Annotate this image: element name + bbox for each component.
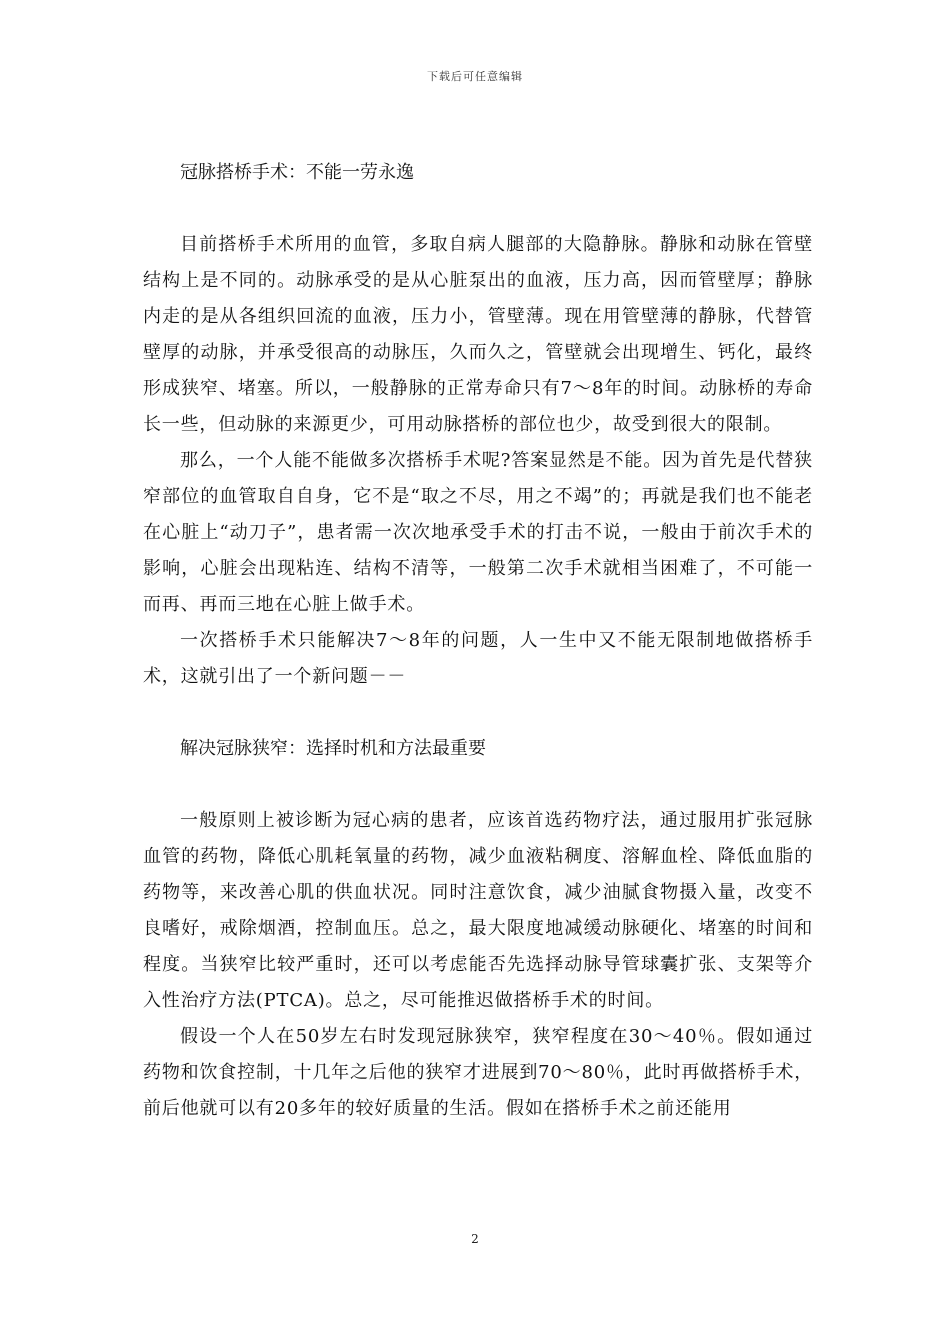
paragraph: 那么，一个人能不能做多次搭桥手术呢?答案显然是不能。因为首先是代替狭窄部位的血管取自自身，它不是“取之不尽，用之不竭”的；再就是我们也不能老在心脏上“动刀子”，患者需一次次地承受手术的打击不说，一般由于前次手术的影响，心脏会出现粘连、结构不清等，一般第二次手术就相当困难了，不可能一而再、再而三地在心脏上做手术。	[143, 450, 813, 615]
section-title: 冠脉搭桥手术：不能一劳永逸	[180, 162, 414, 183]
paragraph: 一次搭桥手术只能解决7～8年的问题，人一生中又不能无限制地做搭桥手术，这就引出了一个新问题－－	[143, 630, 813, 687]
section-title: 解决冠脉狭窄：选择时机和方法最重要	[180, 738, 486, 759]
document-body	[143, 155, 813, 1127]
paragraph: 目前搭桥手术所用的血管，多取自病人腿部的大隐静脉。静脉和动脉在管壁结构上是不同的。动脉承受的是从心脏泵出的血液，压力高，因而管壁厚；静脉内走的是从各组织回流的血液，压力小，管壁薄。现在用管壁薄的静脉，代替管壁厚的动脉，并承受很高的动脉压，久而久之，管壁就会出现增生、钙化，最终形成狭窄、堵塞。所以，一般静脉的正常寿命只有7～8年的时间。动脉桥的寿命长一些，但动脉的来源更少，可用动脉搭桥的部位也少，故受到很大的限制。	[143, 234, 813, 435]
page-number: 2	[471, 1232, 479, 1246]
paragraph: 一般原则上被诊断为冠心病的患者，应该首选药物疗法，通过服用扩张冠脉血管的药物，降低心肌耗氧量的药物，减少血液粘稠度、溶解血栓、降低血脂的药物等，来改善心肌的供血状况。同时注意饮食，减少油腻食物摄入量，改变不良嗜好，戒除烟酒，控制血压。总之，最大限度地减缓动脉硬化、堵塞的时间和程度。当狭窄比较严重时，还可以考虑能否先选择动脉导管球囊扩张、支架等介入性治疗方法(PTCA)。总之，尽可能推迟做搭桥手术的时间。	[143, 810, 813, 1011]
header-note: 下载后可任意编辑	[427, 70, 523, 83]
paragraph: 假设一个人在50岁左右时发现冠脉狭窄，狭窄程度在30～40％。假如通过药物和饮食控制，十几年之后他的狭窄才进展到70～80％，此时再做搭桥手术，前后他就可以有20多年的较好质量的生活。假如在搭桥手术之前还能用	[143, 1026, 813, 1119]
